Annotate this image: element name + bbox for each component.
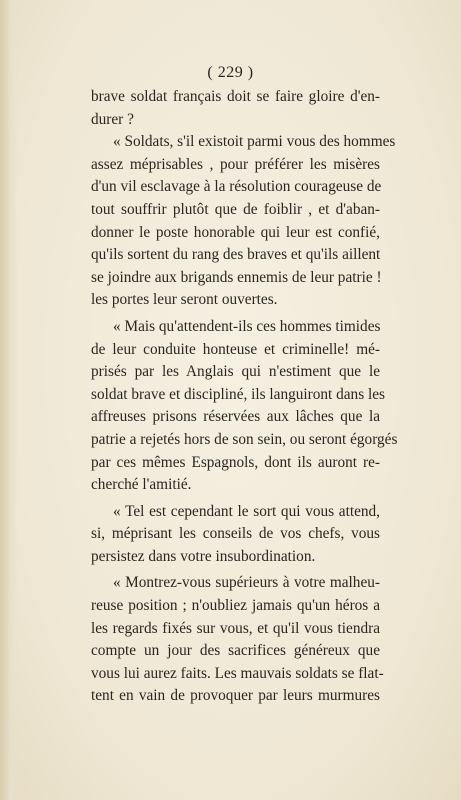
text-line: « Tel est cependant le sort qui vous attend, <box>113 502 380 520</box>
text-line: les regards fixés sur vous, et qu'il vous tiendra <box>91 619 380 637</box>
paragraph <box>91 131 396 312</box>
text-line: durer ? <box>91 110 134 128</box>
text-line: « Montrez-vous supérieurs à votre malheu- <box>113 574 380 592</box>
text-line: assez méprisables , pour préférer les misères <box>91 155 380 173</box>
text-line: vous lui aurez faits. Les mauvais soldats se flat- <box>91 664 384 682</box>
text-line: brave soldat français doit se faire gloire d'en- <box>91 88 380 105</box>
page-gutter-shadow <box>0 0 18 800</box>
text-line: prisés par les Anglais qui n'estiment que le <box>91 363 380 381</box>
paragraph <box>91 501 380 569</box>
text-line: si, méprisant les conseils de vos chefs, vous <box>91 525 380 543</box>
text-line: se joindre aux brigands ennemis de leur patrie ! <box>91 268 382 286</box>
text-line: donner le poste honorable qui leur est confié, <box>91 223 380 241</box>
text-line: tout souffrir plutôt que de foiblir , et d'aban- <box>91 200 380 218</box>
text-line: « Soldats, s'il existoit parmi vous des hommes <box>113 133 396 151</box>
paragraph <box>91 86 380 131</box>
paragraph <box>91 316 398 497</box>
text-line: cherché l'amitié. <box>91 476 192 494</box>
page-number: ( 229 ) <box>207 64 254 81</box>
text-line: de leur conduite honteuse et criminelle! mé- <box>91 340 380 358</box>
page-body-text <box>91 86 398 708</box>
text-line: persistez dans votre insubordination. <box>91 547 316 565</box>
text-line: soldat brave et discipliné, ils languiront dans les <box>91 385 385 403</box>
text-line: tent en vain de provoquer par leurs murmures <box>91 687 380 705</box>
text-line: reuse position ; n'oubliez jamais qu'un héros a <box>91 597 380 615</box>
text-line: les portes leur seront ouvertes. <box>91 291 278 309</box>
paragraph <box>91 572 384 708</box>
text-line: d'un vil esclavage à la résolution courageuse de <box>91 178 382 196</box>
text-line: compte un jour des sacrifices généreux que <box>91 642 380 660</box>
text-line: affreuses prisons réservées aux lâches que la <box>91 408 380 426</box>
text-line: par ces mêmes Espagnols, dont ils auront re- <box>91 453 380 471</box>
text-line: patrie a rejetés hors de son sein, ou seront égorgés <box>91 430 398 448</box>
text-line: « Mais qu'attendent-ils ces hommes timides <box>113 317 381 335</box>
text-line: qu'ils sortent du rang des braves et qu'ils aillent <box>91 246 381 264</box>
